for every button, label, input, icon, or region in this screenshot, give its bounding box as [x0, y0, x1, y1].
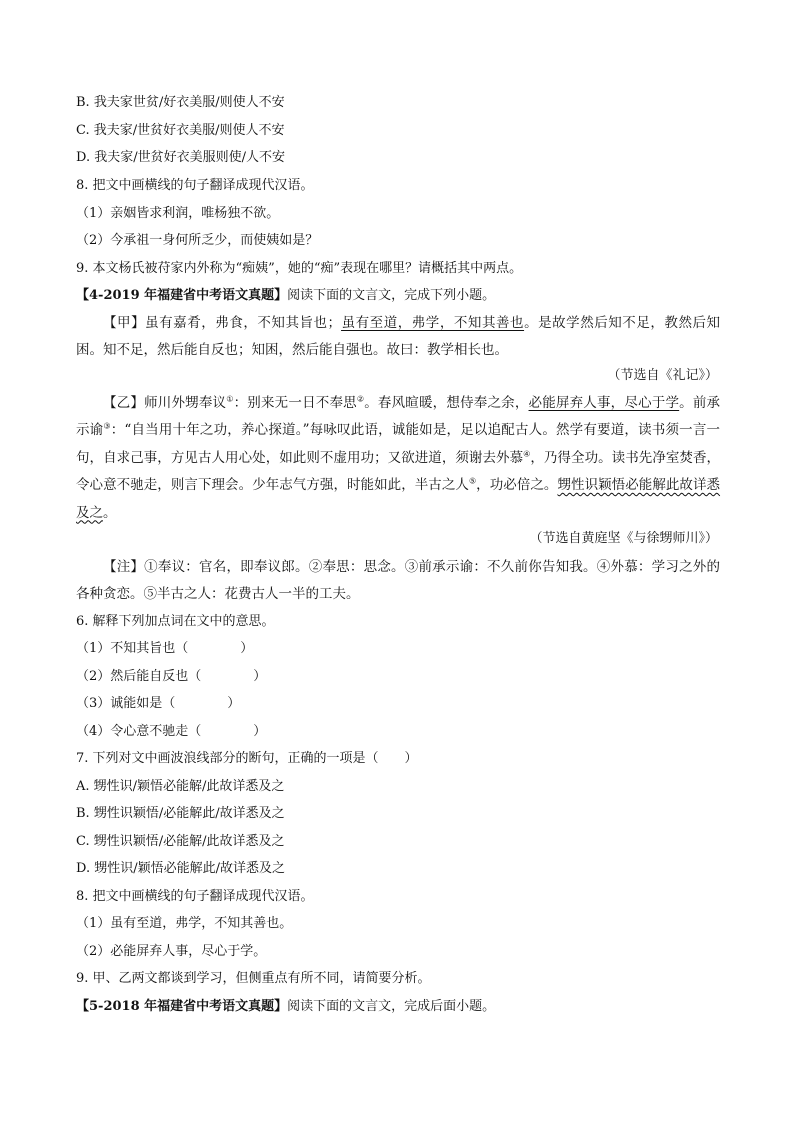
question-6: 6. 解释下列加点词在文中的意思。 [76, 614, 275, 629]
passage-yi-source: （节选自黄庭坚《与徐甥师川》） [529, 531, 718, 546]
question-8-2: （2）今承祖一身何所乏少，而使姨如是？ [76, 233, 319, 248]
paren-close: ） [253, 724, 267, 739]
passage-yi-text: 。前承示谕 [76, 395, 721, 439]
passage-jia-text: 。是故学然后知不足，教然后知困。知不足，然后能自反也；知困，然后能自强也。故曰：教学相长也。 [76, 315, 721, 359]
section-5-heading [76, 997, 495, 1017]
question-6-2-text: （2）然后能自反也（ [76, 669, 202, 684]
section-4-title: 【4-2019 年福建省中考语文真题】 [76, 288, 288, 303]
question-8-1: （1）亲姻皆求利润，唯杨独不欲。 [76, 206, 280, 221]
passage-jia-source: （节选自《礼记》） [607, 368, 718, 383]
passage-yi [76, 390, 720, 527]
question-7-option-a: A. 甥性识/颖悟必能解/此故详悉及之 [76, 779, 285, 794]
question-8: 8. 把文中画横线的句子翻译成现代汉语。 [76, 178, 314, 193]
passage-jia-underlined: 虽有至道，弗学，不知其善也 [341, 315, 525, 331]
paren-close: ） [253, 669, 267, 684]
passage-yi-wavy: 甥性识颖悟必能解此故详悉及之 [76, 477, 721, 521]
section-4-heading [76, 286, 495, 306]
section-5-instruction: 阅读下面的文言文，完成后面小题。 [287, 999, 496, 1014]
question-6-1-text: （1）不知其旨也（ [76, 641, 189, 656]
passage-yi-text: ：别来无一日不奉思 [233, 395, 357, 411]
passage-yi-text: ，功必倍之。 [476, 477, 558, 494]
paren-close: ） [227, 696, 241, 711]
annotation-note: 【注】①奉议：官名，即奉议郎。②奉思：思念。③前承示谕：不久前你告知我。④外慕：学习之外的各种贪恋。⑤半古之人：花费古人一半的工夫。 [76, 559, 720, 603]
question-7: 7. 下列对文中画波浪线部分的断句，正确的一项是（ ） [76, 751, 418, 766]
question-7-option-b: B. 甥性识颖悟/必能解此/故详悉及之 [76, 806, 285, 821]
footnote-mark: ② [356, 394, 365, 404]
option-c: C. 我夫家/世贫好衣美服/则使人不安 [76, 123, 285, 138]
question-6-4 [76, 722, 266, 742]
footnote-mark: ⑤ [468, 476, 477, 486]
question-6-2 [76, 667, 266, 687]
question-9: 9. 本文杨氏被苻家内外称为“痴姨”，她的“痴”表现在哪里？请概括其中两点。 [76, 261, 523, 276]
passage-yi-text: 【乙】师川外甥奉议 [103, 395, 227, 411]
question-6-1 [76, 639, 253, 659]
passage-yi-text: 。春风暄暖，想侍奉之余， [364, 395, 529, 411]
section-4-instruction: 阅读下面的文言文，完成下列小题。 [287, 288, 496, 303]
passage-yi-text: 。 [103, 504, 117, 521]
footnote-mark: ③ [103, 421, 111, 431]
question-6-4-text: （4）令心意不驰走（ [76, 724, 202, 739]
paren-close: ） [240, 641, 254, 656]
question-9: 9. 甲、乙两文都谈到学习，但侧重点有所不同，请简要分析。 [76, 971, 431, 986]
passage-yi-underlined: 必能屏弃人事，尽心于学 [528, 395, 680, 411]
question-6-3-text: （3）诚能如是（ [76, 696, 176, 711]
passage-jia [76, 310, 720, 365]
question-7-option-d: D. 甥性识/颖悟必能解此/故详悉及之 [76, 861, 285, 876]
question-8-1: （1）虽有至道，弗学，不知其善也。 [76, 916, 293, 931]
option-b: B. 我夫家世贫/好衣美服/则使人不安 [76, 95, 285, 110]
option-d: D. 我夫家/世贫好衣美服则使/人不安 [76, 150, 285, 165]
passage-jia-text: 【甲】虽有嘉肴，弗食，不知其旨也； [103, 315, 342, 331]
question-6-3 [76, 694, 240, 714]
footnote-mark: ① [226, 394, 234, 404]
question-8: 8. 把文中画横线的句子翻译成现代汉语。 [76, 889, 314, 904]
question-7-option-c: C. 甥性识颖悟/必能解/此故详悉及之 [76, 834, 285, 849]
passage-yi-text: ，乃得全功。读书先净室焚香，令心意不驰走，则言下理会。少年志气方强，时能如此，半古之人 [76, 449, 721, 494]
section-5-title: 【5-2018 年福建省中考语文真题】 [76, 999, 288, 1014]
question-8-2: （2）必能屏弃人事，尽心于学。 [76, 944, 267, 959]
footnote-mark: ④ [523, 449, 531, 459]
passage-yi-text: ：“自当用十年之功，养心探道。”每咏叹此语，诚能如是，足以追配古人。然学有要道，读书须一言一句，自求己事，方见古人用心处，如此则不虚用功；又欲进道，须谢去外慕 [76, 422, 721, 466]
